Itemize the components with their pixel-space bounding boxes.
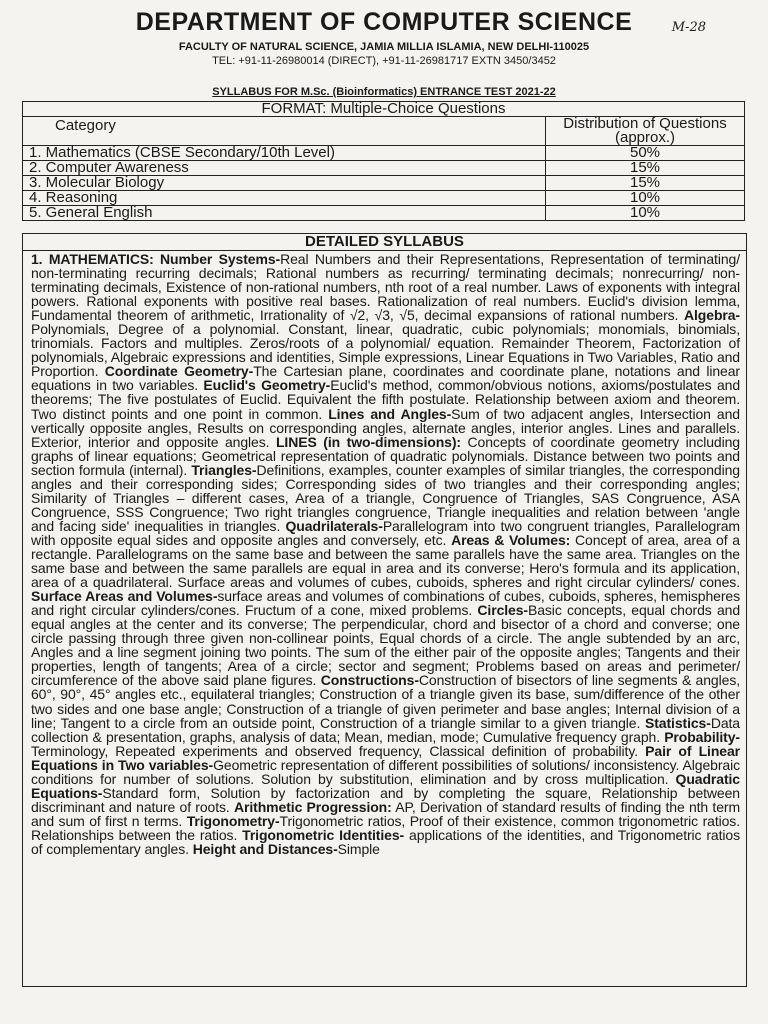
syllabus-topic-text: Parallelogram into two congruent triangles, Parallelogram with opposite equal sides and opposite angles and conversely, etc. <box>31 517 740 548</box>
telephone-line: TEL: +91-11-26980014 (DIRECT), +91-11-26981717 EXTN 3450/3452 <box>212 55 556 67</box>
syllabus-topic-text: Polynomials, Degree of a polynomial. Constant, linear, quadratic, cubic polynomials; monomials, binomials, trinomials. Factors and multiples. Zeros/roots of a polynomial/ equation. Remainder Theorem, Factorization of polynomials, Algebraic expressions and identities, Simple expressions, Linear Equations in Two Variables, Ratio and Proportion. <box>31 321 740 380</box>
category-cell: 4. Reasoning <box>23 191 546 206</box>
syllabus-topic-text: Definitions, examples, counter examples of similar triangles, the corresponding angles and their corresponding sides; Corresponding sides of two triangles and their corresponding angles; Similarity of Triangles – different cases, Area of a triangle, Congruence of Triangles, SAS Congruence, ASA Congruence, SSS Congruence; Two right triangles congruence, Triangle inequalities and relation between 'angle and facing side' inequalities in triangles. <box>31 461 740 534</box>
syllabus-topic-text: Sum of two adjacent angles, Intersection and vertically opposite angles, Results on corresponding angles, alternate angles, interior angles. Lines and parallels. Exterior, interior and opposite angles. <box>31 405 740 450</box>
syllabus-topic-heading: Coordinate Geometry- <box>104 363 254 380</box>
distribution-cell: 15% <box>546 176 745 191</box>
syllabus-topic-text: Real Numbers and their Representations, Representation of terminating/ non-terminating recurring decimals; Rational numbers as recurring/ terminating decimals; nonrecurring/ non-terminating decimals, Existence of non-rational numbers, nth root of a real number. Laws of exponents with integral powers. Rational exponents with positive real bases. Rationalization of real numbers. Euclid's division lemma, Fundamental theorem of arithmetic, Irrationality of √2, √3, √5, decimal expansions of rational numbers. <box>31 251 740 324</box>
syllabus-topic-heading: Arithmetic Progression: <box>234 798 392 815</box>
syllabus-topic-heading: Trigonometry- <box>186 812 280 829</box>
syllabus-topic-text: surface areas and volumes of combinations of cubes, cuboids, spheres, hemispheres and right circular cylinders/cones. Fructum of a cone, mixed problems. <box>31 588 740 619</box>
syllabus-topic-heading: Triangles- <box>191 461 257 478</box>
category-header: Category <box>23 117 546 146</box>
syllabus-topic-text: Standard form, Solution by factorization and by completing the square, Relationship between discriminant and nature of roots. <box>31 784 740 815</box>
category-cell: 1. Mathematics (CBSE Secondary/10th Level) <box>23 146 546 161</box>
syllabus-topic-heading: Algebra- <box>684 307 740 324</box>
distribution-header: Distribution of Questions (approx.) <box>546 117 745 146</box>
syllabus-topic-text: Euclid's method, common/obvious notions, axioms/postulates and theorems; The five postulates of Euclid. Equivalent the fifth postulate. Relationship between axiom and theorem. Two distinct points and one point in common. <box>31 377 740 422</box>
syllabus-topic-text: The Cartesian plane, coordinates and coordinate plane, notations and linear equations in two variables. <box>31 363 740 394</box>
syllabus-topic-text: Terminology, Repeated experiments and observed frequency, Classical definition of probability. <box>31 742 646 759</box>
syllabus-topic-heading: Areas & Volumes: <box>451 531 571 548</box>
page-header <box>0 8 768 67</box>
syllabus-topic-text: Concept of area, area of a rectangle. Parallelograms on the same base and between the same parallels have the same area. Triangles on the same base and between the same parallels are equal in area and its converse; Hero's formula and its application, area of a quadrilateral. Surface areas and volumes of cubes, cuboids, spheres and right circular cylinders/ cones. <box>31 531 740 591</box>
category-cell: 3. Molecular Biology <box>23 176 546 191</box>
handwritten-code: M-28 <box>671 20 706 35</box>
syllabus-title: SYLLABUS FOR M.Sc. (Bioinformatics) ENTRANCE TEST 2021-22 <box>212 86 556 98</box>
faculty-line: FACULTY OF NATURAL SCIENCE, JAMIA MILLIA ISLAMIA, NEW DELHI-110025 <box>178 41 590 53</box>
format-title: FORMAT: Multiple-Choice Questions <box>23 102 745 117</box>
syllabus-topic-heading: Euclid's Geometry- <box>203 377 331 394</box>
syllabus-topic-heading: Probability- <box>664 728 740 745</box>
syllabus-topic-text: applications of the identities, and Trigonometric ratios of complementary angles. <box>31 826 740 857</box>
syllabus-topic-heading: Trigonometric Identities- <box>242 826 405 843</box>
syllabus-topic-text: Concepts of coordinate geometry including graphs of linear equations; Geometrical representation of quadratic polynomials. Distance between two points and section formula (internal). <box>31 433 740 478</box>
syllabus-topic-heading: Statistics- <box>645 714 711 731</box>
syllabus-body <box>23 251 746 856</box>
syllabus-topic-text: Data collection & presentation, graphs, analysis of data; Mean, median, mode; Cumulative frequency graph. <box>31 714 740 745</box>
distribution-cell: 10% <box>546 191 745 206</box>
distribution-cell: 15% <box>546 161 745 176</box>
syllabus-topic-heading: Circles- <box>477 602 528 619</box>
syllabus-topic-text: Trigonometric ratios, Proof of their existence, common trigonometric ratios. Relationships between the ratios. <box>31 812 740 843</box>
format-header-row <box>23 117 745 146</box>
department-title: DEPARTMENT OF COMPUTER SCIENCE <box>135 8 633 36</box>
distribution-cell: 50% <box>546 146 745 161</box>
syllabus-topic-heading: Pair of Linear Equations in Two variables- <box>31 742 740 773</box>
syllabus-topic-text: Basic concepts, equal chords and equal angles at the center and its converse; The perpendicular, chord and bisector of a chord and converse; one circle passing through three given non-collinear points, Equal chords of a circle. The angle subtended by an arc, Angles and a line segment joining two points. The sum of the either pair of the opposite angles; Tangents and their properties, length of tangents; Area of a circle; sector and segment; Problems based on areas and perimeter/ circumference of the above said plane figures. <box>31 602 741 689</box>
detailed-syllabus-title: DETAILED SYLLABUS <box>23 234 746 251</box>
table-row <box>23 206 745 221</box>
syllabus-topic-text: AP, Derivation of standard results of finding the nth term and sum of first n terms. <box>31 798 741 829</box>
distribution-cell: 10% <box>546 206 745 221</box>
syllabus-topic-heading: Quadrilaterals- <box>285 517 383 534</box>
syllabus-topic-text: Simple <box>337 840 380 857</box>
syllabus-topic-heading: Lines and Angles- <box>328 405 452 422</box>
syllabus-topic-heading: 1. MATHEMATICS: Number Systems- <box>31 251 281 267</box>
category-cell: 2. Computer Awareness <box>23 161 546 176</box>
syllabus-topic-text: Geometric representation of different possibilities of solutions/ inconsistency. Algebraic conditions for number of solutions. Solution by substitution, elimination and by cross multiplication. <box>31 756 741 787</box>
detailed-syllabus-box <box>22 233 747 987</box>
syllabus-topic-heading: Height and Distances- <box>192 840 338 857</box>
syllabus-topic-heading: Quadratic Equations- <box>31 770 740 801</box>
syllabus-topic-heading: LINES (in two-dimensions): <box>275 433 461 450</box>
category-cell: 5. General English <box>23 206 546 221</box>
syllabus-topic-heading: Constructions- <box>320 672 419 689</box>
format-table <box>22 101 745 221</box>
syllabus-topic-text: Construction of bisectors of line segments & angles, 60°, 90°, 45° angles etc., equilateral triangles; Construction of a triangle given its base, sum/difference of the other two sides and one base angle; Construction of a triangle of given perimeter and base angles; Internal division of a line; Tangent to a circle from an outside point, Construction of a triangle similar to a given triangle. <box>31 672 741 731</box>
syllabus-topic-heading: Surface Areas and Volumes- <box>31 588 218 605</box>
